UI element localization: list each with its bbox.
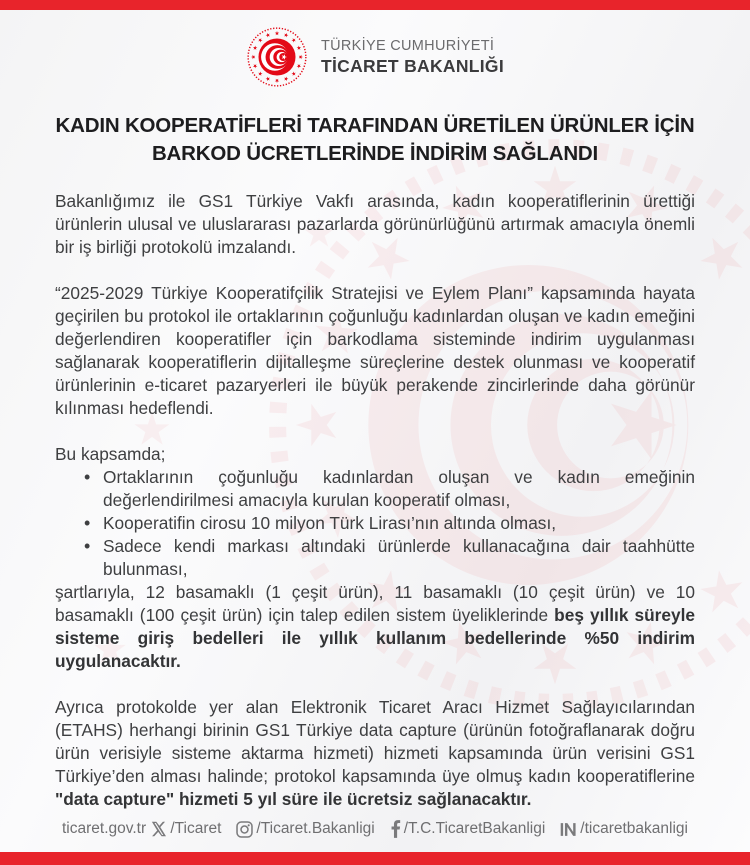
- title-line2: BARKOD ÜCRETLERİNDE İNDİRİM SAĞLANDI: [151, 141, 599, 165]
- discount-text-bold: beş yıllık süreyle sisteme giriş bedelleri ile yıllık kullanım bedellerinde %50 indirim uygulanacaktır.: [55, 605, 695, 671]
- page-title: [38, 112, 712, 167]
- social-link-instagram[interactable]: [236, 820, 374, 838]
- list-item: • Kooperatifin cirosu 10 milyon Türk Lirası’nın altında olması,: [55, 512, 695, 535]
- title-line1: KADIN KOOPERATİFLERİ TARAFINDAN ÜRETİLEN ÜRÜNLER İÇİN: [55, 114, 695, 137]
- paragraph-datacapture: [55, 696, 695, 811]
- list-intro: Bu kapsamda;: [55, 444, 166, 464]
- social-link-x[interactable]: [151, 820, 221, 838]
- ministry-header: [0, 0, 750, 88]
- facebook-icon: [390, 820, 401, 838]
- ministry-name-line1: TÜRKİYE CUMHURİYETİ: [320, 38, 495, 54]
- website-link[interactable]: ticaret.gov.tr: [62, 820, 147, 837]
- list-item: • Ortaklarının çoğunluğu kadınlardan oluşan ve kadın emeğinin değerlendirilmesi amacıyla kurulan kooperatif olması,: [55, 466, 695, 512]
- bottom-red-bar: [0, 852, 750, 865]
- social-link-nsosyal[interactable]: [560, 820, 688, 838]
- datacapture-text-normal: Ayrıca protokolde yer alan Elektronik Ticaret Aracı Hizmet Sağlayıcılarından (ETAHS) herhangi birinin GS1 Türkiye data capture (ürünün fotoğraflanarak doğru ürün verisiyle sisteme aktarma hizmeti) hizmeti kapsamında ürün verisini GS1 Türkiye’den alması halinde; protokol kapsamında üye olmuş kadın kooperatiflerine: [55, 697, 695, 786]
- social-link-facebook[interactable]: [390, 820, 546, 838]
- x-icon: [151, 821, 167, 837]
- nsosyal-icon: [560, 822, 577, 837]
- conditions-list: [55, 466, 695, 581]
- datacapture-text-bold: "data capture" hizmeti 5 yıl süre ile ücretsiz sağlanacaktır.: [55, 789, 532, 809]
- list-item: • Sadece kendi markası altındaki ürünlerde kullanacağına dair taahhütte bulunması,: [55, 535, 695, 581]
- social-handle: /T.C.TicaretBakanligi: [403, 820, 546, 837]
- announcement-body: [55, 190, 695, 811]
- top-red-bar: [0, 0, 750, 10]
- footer: [0, 820, 750, 852]
- ministry-name-line2: TİCARET BAKANLIĞI: [320, 56, 504, 76]
- paragraph-strategy: “2025-2029 Türkiye Kooperatifçilik Stratejisi ve Eylem Planı” kapsamında hayata geçirilen bu protokol ile ortaklarının çoğunluğu kadınlardan oluşan ve kadın emeğini değerlendiren kooperatifler için barkodlama sisteminde indirim uygulanması sağlanarak kooperatiflerin dijitalleşme süreçlerine destek olunması ve kooperatif ürünlerinin e-ticaret pazaryerleri ile büyük perakende zincirlerinde daha görünür kılınması hedeflendi.: [55, 283, 695, 418]
- social-handle: /Ticaret.Bakanligi: [256, 820, 375, 837]
- social-handle: /ticaretbakanligi: [580, 820, 688, 837]
- social-links: [151, 820, 688, 838]
- ministry-emblem-icon: [246, 26, 308, 88]
- paragraph-intro: Bakanlığımız ile GS1 Türkiye Vakfı arasında, kadın kooperatiflerinin ürettiği ürünlerin ulusal ve uluslararası pazarlarda görünürlüğünü artırmak amacıyla önemli bir iş birliği protokolü imzalandı.: [55, 191, 695, 257]
- instagram-icon: [236, 821, 253, 838]
- paragraph-discount: [55, 581, 695, 673]
- discount-text-normal: şartlarıyla, 12 basamaklı (1 çeşit ürün), 11 basamaklı (10 çeşit ürün) ve 10 basamaklı (100 çeşit ürün) için talep edilen sistem üyeliklerinde: [55, 582, 695, 625]
- social-handle: /Ticaret: [170, 820, 222, 837]
